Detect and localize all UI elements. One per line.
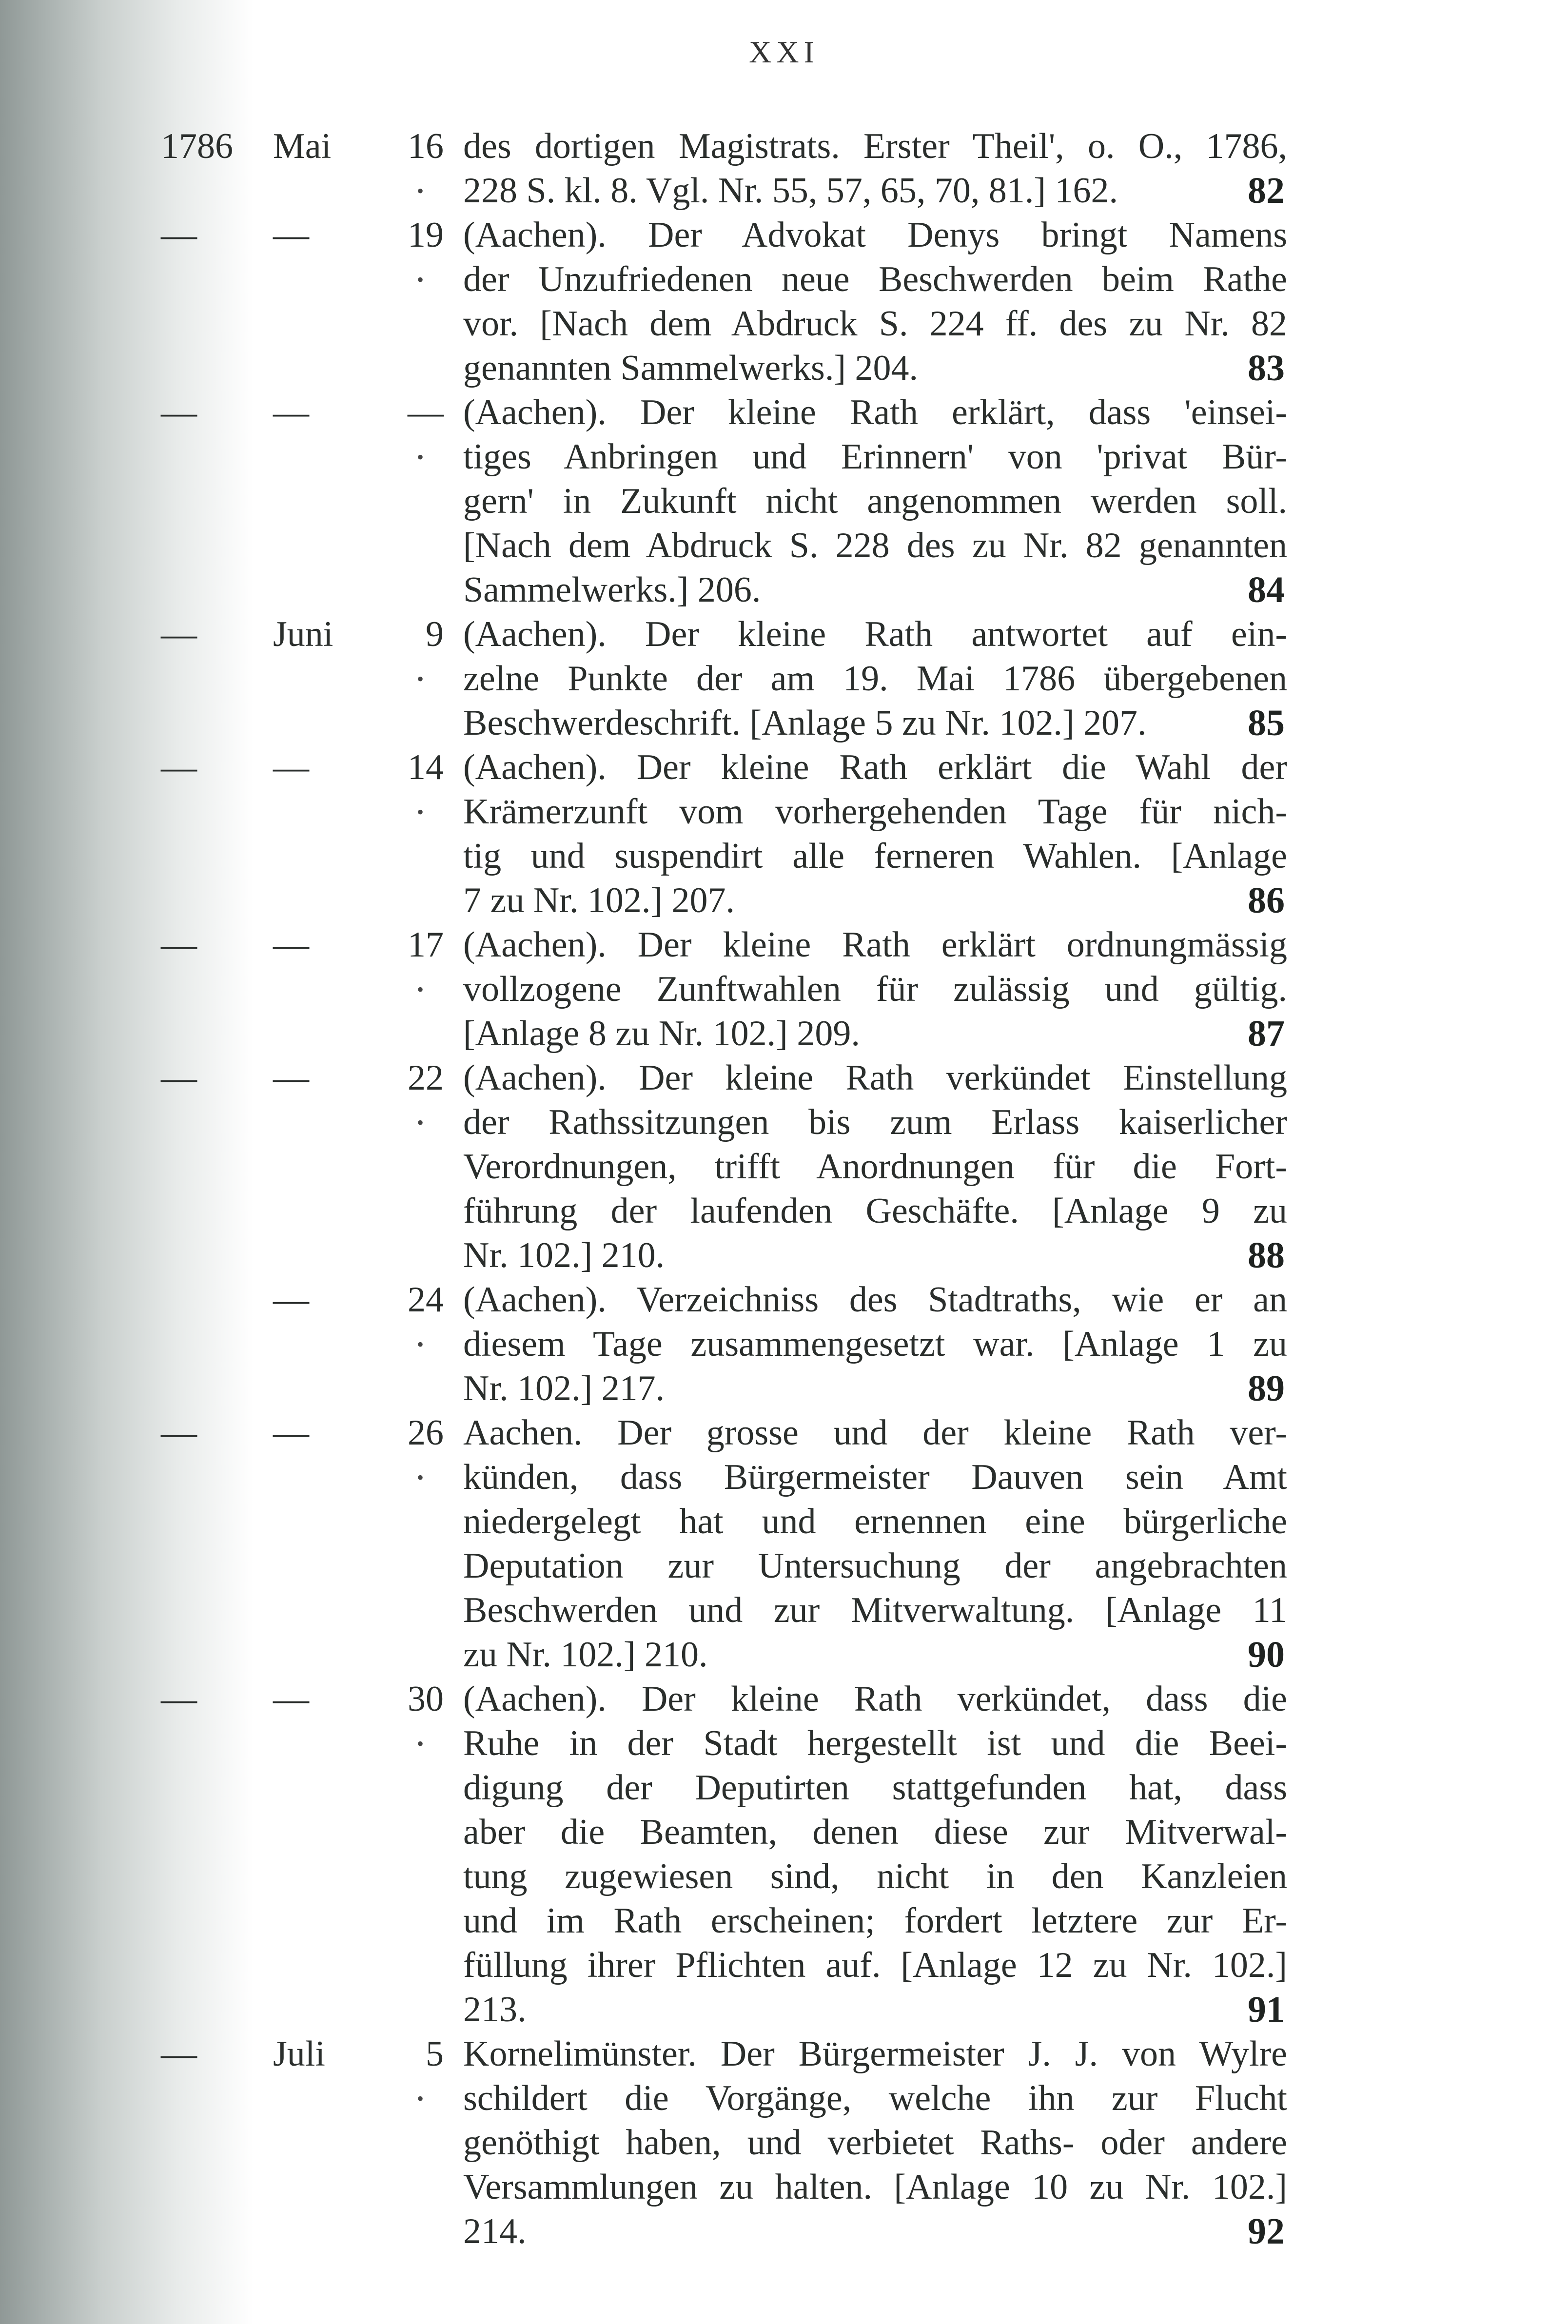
margin-dot-mark: • [417, 446, 424, 468]
entry-text: füllung ihrer Pflichten auf. [Anlage 12 zu Nr. 102.] [463, 1945, 1287, 1985]
entry-text: zu Nr. 102.] 210. [463, 1635, 708, 1675]
entry-year: — [161, 925, 197, 965]
entry-line [0, 1145, 1568, 1189]
entry-text: aber die Beamten, denen diese zur Mitverwal- [463, 1812, 1287, 1852]
entry-line [0, 169, 1568, 213]
entry-day: — [408, 392, 444, 432]
entry-text: vor. [Nach dem Abdruck S. 224 ff. des zu Nr. 82 [463, 304, 1287, 344]
entry-line [0, 524, 1568, 568]
entry-line [0, 1367, 1568, 1411]
entry-line [0, 1810, 1568, 1855]
margin-dot-mark: • [417, 1112, 424, 1133]
entry-line [0, 967, 1568, 1012]
entry-month: — [273, 747, 309, 787]
entry-day: 22 [408, 1058, 444, 1098]
entry-line [0, 1411, 1568, 1455]
entry-text: (Aachen). Der kleine Rath erklärt, dass 'einsei- [463, 392, 1287, 432]
entry-day: 24 [408, 1280, 444, 1320]
entry-line [0, 657, 1568, 701]
regest-entry [0, 1056, 1568, 1278]
entry-text: 213. [463, 1990, 527, 2030]
entry-line [0, 2209, 1568, 2254]
entry-text: und im Rath erscheinen; fordert letztere zur Er- [463, 1901, 1287, 1941]
regest-entry [0, 2032, 1568, 2254]
entry-day: 16 [408, 126, 444, 166]
entry-text: niedergelegt hat und ernennen eine bürgerliche [463, 1502, 1287, 1542]
margin-dot-mark: • [417, 180, 424, 202]
entry-year: — [161, 614, 197, 654]
entry-year: — [161, 215, 197, 255]
entry-text: Ruhe in der Stadt hergestellt ist und die Beei- [463, 1723, 1287, 1763]
entry-day: 26 [408, 1413, 444, 1453]
entry-line [0, 745, 1568, 790]
entry-line [0, 1677, 1568, 1721]
entry-line [0, 1721, 1568, 1766]
entry-line [0, 435, 1568, 479]
entry-number: 86 [1248, 880, 1285, 921]
entry-text: Versammlungen zu halten. [Anlage 10 zu Nr. 102.] [463, 2167, 1287, 2207]
entry-line [0, 2121, 1568, 2165]
regest-entry [0, 124, 1568, 213]
margin-dot-mark: • [417, 1466, 424, 1488]
entry-line [0, 923, 1568, 967]
entry-year: — [161, 392, 197, 432]
entry-line [0, 1943, 1568, 1988]
entry-text: (Aachen). Der kleine Rath erklärt die Wahl der [463, 747, 1287, 787]
entry-line [0, 2032, 1568, 2076]
entry-text: Beschwerden und zur Mitverwaltung. [Anlage 11 [463, 1590, 1287, 1630]
entry-line [0, 701, 1568, 745]
entry-line [0, 1455, 1568, 1500]
entry-text: Nr. 102.] 217. [463, 1368, 665, 1408]
entry-text: führung der laufenden Geschäfte. [Anlage 9 zu [463, 1191, 1287, 1231]
entry-line [0, 1855, 1568, 1899]
entry-text: tung zugewiesen sind, nicht in den Kanzleien [463, 1856, 1287, 1896]
entry-number: 91 [1248, 1989, 1285, 2030]
entry-text: genöthigt haben, und verbietet Raths- oder andere [463, 2123, 1287, 2163]
entry-line [0, 879, 1568, 923]
entry-text: Krämerzunft vom vorhergehenden Tage für nich- [463, 792, 1287, 832]
entry-line [0, 1012, 1568, 1056]
margin-dot-mark: • [417, 2088, 424, 2109]
entry-text: 228 S. kl. 8. Vgl. Nr. 55, 57, 65, 70, 81.] 162. [463, 171, 1118, 211]
entry-text: Nr. 102.] 210. [463, 1235, 665, 1275]
entry-text: [Anlage 8 zu Nr. 102.] 209. [463, 1014, 860, 1054]
regest-entry [0, 213, 1568, 391]
regest-entry [0, 1411, 1568, 1677]
entry-number: 83 [1248, 348, 1285, 389]
entry-text: des dortigen Magistrats. Erster Theil', o. O., 1786, [463, 126, 1287, 166]
regest-entry [0, 391, 1568, 612]
entry-year: — [161, 1679, 197, 1719]
regest-entry [0, 1677, 1568, 2032]
entry-text: 7 zu Nr. 102.] 207. [463, 880, 735, 920]
entry-text: genannten Sammelwerks.] 204. [463, 348, 918, 388]
entry-year: — [161, 747, 197, 787]
entry-day: 17 [408, 925, 444, 965]
entry-line [0, 479, 1568, 524]
entry-line [0, 1633, 1568, 1677]
entry-year: — [161, 1413, 197, 1453]
entry-line [0, 1588, 1568, 1633]
entry-line [0, 1056, 1568, 1100]
entry-line [0, 1233, 1568, 1278]
entry-text: vollzogene Zunftwahlen für zulässig und gültig. [463, 969, 1287, 1009]
entry-line [0, 391, 1568, 435]
regest-entry [0, 612, 1568, 745]
entry-text: (Aachen). Verzeichniss des Stadtraths, wie er an [463, 1280, 1287, 1320]
margin-dot-mark: • [417, 668, 424, 690]
entry-day: 30 [408, 1679, 444, 1719]
entry-month: Juli [273, 2034, 325, 2074]
entry-text: schildert die Vorgänge, welche ihn zur Flucht [463, 2078, 1287, 2118]
entry-year: 1786 [161, 126, 233, 166]
entry-line [0, 1189, 1568, 1233]
entry-text: Deputation zur Untersuchung der angebrachten [463, 1546, 1287, 1586]
entry-month: — [273, 1679, 309, 1719]
entry-line [0, 1899, 1568, 1943]
entry-line [0, 612, 1568, 657]
entry-text: (Aachen). Der Advokat Denys bringt Namens [463, 215, 1287, 255]
entry-line [0, 257, 1568, 302]
entry-number: 82 [1248, 170, 1285, 211]
entry-text: digung der Deputirten stattgefunden hat, dass [463, 1768, 1287, 1808]
entry-number: 84 [1248, 569, 1285, 610]
entry-number: 87 [1248, 1013, 1285, 1054]
entry-month: — [273, 392, 309, 432]
entry-number: 88 [1248, 1235, 1285, 1276]
regest-entry [0, 745, 1568, 923]
entry-line [0, 1278, 1568, 1322]
entry-text: zelne Punkte der am 19. Mai 1786 übergebenen [463, 659, 1287, 699]
entry-number: 85 [1248, 703, 1285, 743]
entry-year: — [161, 1058, 197, 1098]
entry-text: tiges Anbringen und Erinnern' von 'privat Bür- [463, 437, 1287, 477]
regesten-list [0, 124, 1568, 2254]
entry-text: der Unzufriedenen neue Beschwerden beim Rathe [463, 259, 1287, 299]
entry-line [0, 568, 1568, 612]
entry-text: tig und suspendirt alle ferneren Wahlen. [Anlage [463, 836, 1287, 876]
entry-day: 14 [408, 747, 444, 787]
entry-line [0, 1500, 1568, 1544]
entry-text: Sammelwerks.] 206. [463, 570, 761, 610]
entry-number: 89 [1248, 1368, 1285, 1409]
entry-text: Verordnungen, trifft Anordnungen für die Fort- [463, 1147, 1287, 1187]
entry-line [0, 213, 1568, 257]
entry-month: Juni [273, 614, 333, 654]
entry-month: — [273, 1058, 309, 1098]
entry-day: 19 [408, 215, 444, 255]
entry-text: (Aachen). Der kleine Rath verkündet Einstellung [463, 1058, 1287, 1098]
entry-number: 92 [1248, 2211, 1285, 2252]
margin-dot-mark: • [417, 1733, 424, 1755]
entry-text: künden, dass Bürgermeister Dauven sein Amt [463, 1457, 1287, 1497]
margin-dot-mark: • [417, 801, 424, 823]
entry-line [0, 302, 1568, 346]
entry-text: (Aachen). Der kleine Rath antwortet auf ein- [463, 614, 1287, 654]
regest-entry [0, 923, 1568, 1056]
entry-line [0, 1100, 1568, 1145]
entry-month: — [273, 925, 309, 965]
entry-line [0, 1766, 1568, 1810]
entry-text: (Aachen). Der kleine Rath erklärt ordnungmässig [463, 925, 1287, 965]
entry-line [0, 790, 1568, 834]
entry-year: — [161, 2034, 197, 2074]
entry-month: — [273, 1413, 309, 1453]
entry-text: Aachen. Der grosse und der kleine Rath ver- [463, 1413, 1287, 1453]
entry-text: diesem Tage zusammengesetzt war. [Anlage 1 zu [463, 1324, 1287, 1364]
entry-line [0, 1988, 1568, 2032]
entry-day: 9 [426, 614, 444, 654]
entry-text: Beschwerdeschrift. [Anlage 5 zu Nr. 102.] 207. [463, 703, 1147, 743]
margin-dot-mark: • [417, 978, 424, 1000]
page-number-header: XXI [749, 35, 819, 69]
entry-text: der Rathssitzungen bis zum Erlass kaiserlicher [463, 1102, 1287, 1142]
entry-text: [Nach dem Abdruck S. 228 des zu Nr. 82 genannten [463, 526, 1287, 566]
entry-number: 90 [1248, 1634, 1285, 1675]
entry-line [0, 2076, 1568, 2121]
entry-line [0, 1322, 1568, 1367]
entry-month: — [273, 215, 309, 255]
entry-text: gern' in Zukunft nicht angenommen werden soll. [463, 481, 1287, 521]
entry-line [0, 124, 1568, 169]
entry-line [0, 1544, 1568, 1588]
entry-month: Mai [273, 126, 332, 166]
entry-day: 5 [426, 2034, 444, 2074]
regest-entry [0, 1278, 1568, 1411]
entry-line [0, 346, 1568, 391]
margin-dot-mark: • [417, 269, 424, 291]
entry-line [0, 834, 1568, 879]
entry-text: Kornelimünster. Der Bürgermeister J. J. von Wylre [463, 2034, 1287, 2074]
entry-line [0, 2165, 1568, 2209]
entry-text: (Aachen). Der kleine Rath verkündet, dass die [463, 1679, 1287, 1719]
margin-dot-mark: • [417, 1333, 424, 1355]
entry-text: 214. [463, 2211, 527, 2251]
entry-month: — [273, 1280, 309, 1320]
